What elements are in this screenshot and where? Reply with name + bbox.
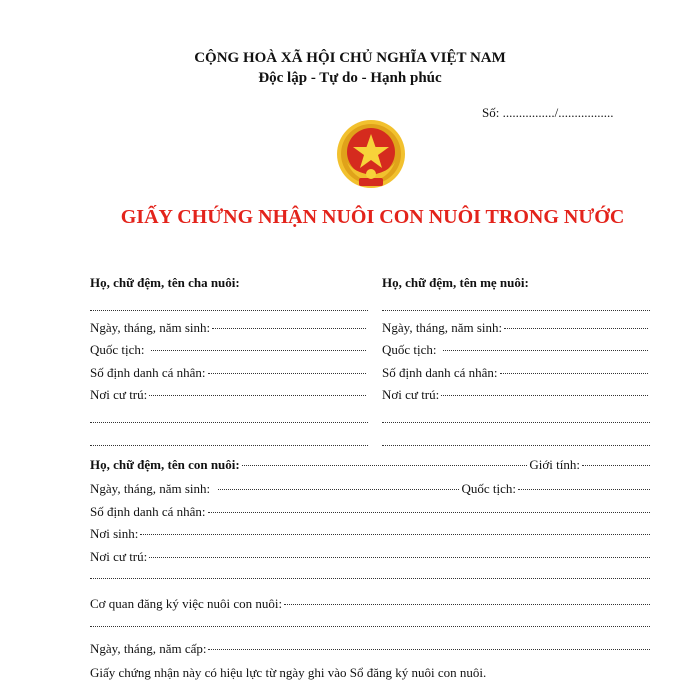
father-dob-field[interactable] xyxy=(212,328,366,329)
father-residence-field[interactable] xyxy=(149,395,366,396)
agency-field[interactable] xyxy=(284,604,650,605)
child-id-row xyxy=(90,504,652,522)
child-birthplace-field[interactable] xyxy=(140,534,650,535)
agency-label: Cơ quan đăng ký việc nuôi con nuôi: xyxy=(90,596,283,611)
mother-dob-label: Ngày, tháng, năm sinh: xyxy=(382,320,503,335)
mother-name-row xyxy=(382,275,652,293)
mother-id-field[interactable] xyxy=(500,373,648,374)
father-id-row xyxy=(90,365,368,383)
mother-residence-row xyxy=(382,387,650,405)
child-nationality-field[interactable] xyxy=(518,489,650,490)
mother-residence-label: Nơi cư trú: xyxy=(382,387,440,402)
child-id-field[interactable] xyxy=(208,512,650,513)
father-residence-row xyxy=(90,387,368,405)
mother-nationality-row xyxy=(382,342,650,360)
mother-residence-field[interactable] xyxy=(441,395,648,396)
mother-id-label: Số định danh cá nhân: xyxy=(382,365,498,380)
father-id-label: Số định danh cá nhân: xyxy=(90,365,206,380)
child-residence-field-2[interactable] xyxy=(90,578,650,579)
child-gender-field[interactable] xyxy=(582,465,650,466)
child-residence-label: Nơi cư trú: xyxy=(90,549,148,564)
issue-date-field[interactable] xyxy=(208,649,650,650)
mother-name-label: Họ, chữ đệm, tên mẹ nuôi: xyxy=(382,275,529,290)
agency-field-2[interactable] xyxy=(90,626,650,627)
document-title: GIẤY CHỨNG NHẬN NUÔI CON NUÔI TRONG NƯỚC xyxy=(120,206,625,228)
father-residence-label: Nơi cư trú: xyxy=(90,387,148,402)
national-emblem-icon xyxy=(333,118,409,192)
mother-residence-field-3[interactable] xyxy=(382,445,650,446)
child-name-row xyxy=(90,457,652,475)
father-name-label: Họ, chữ đệm, tên cha nuôi: xyxy=(90,275,240,290)
child-name-field[interactable] xyxy=(242,465,528,466)
mother-residence-field-2[interactable] xyxy=(382,422,650,423)
issue-date-row xyxy=(90,641,652,659)
child-birthplace-row xyxy=(90,526,652,544)
mother-nationality-label: Quốc tịch: xyxy=(382,342,437,357)
mother-dob-row xyxy=(382,320,650,338)
father-residence-field-2[interactable] xyxy=(90,422,368,423)
mother-name-field[interactable] xyxy=(382,310,650,311)
child-gender-label: Giới tính: xyxy=(529,457,580,472)
mother-id-row xyxy=(382,365,650,383)
father-name-row xyxy=(90,275,370,293)
national-title: CỘNG HOÀ XÃ HỘI CHỦ NGHĨA VIỆT NAM xyxy=(194,50,506,66)
validity-note: Giấy chứng nhận này có hiệu lực từ ngày ghi vào Sổ đăng ký nuôi con nuôi. xyxy=(90,665,487,680)
child-birthplace-label: Nơi sinh: xyxy=(90,526,139,541)
child-residence-field[interactable] xyxy=(149,557,650,558)
child-dob-field[interactable] xyxy=(218,489,459,490)
child-residence-row xyxy=(90,549,652,567)
father-nationality-label: Quốc tịch: xyxy=(90,342,145,357)
child-id-label: Số định danh cá nhân: xyxy=(90,504,206,519)
issue-date-label: Ngày, tháng, năm cấp: xyxy=(90,641,207,656)
child-dob-label: Ngày, tháng, năm sinh: xyxy=(90,481,211,496)
father-nationality-field[interactable] xyxy=(151,350,366,351)
child-dob-row xyxy=(90,481,652,499)
document-number-field: Số: ................/................. xyxy=(482,105,614,120)
father-id-field[interactable] xyxy=(208,373,366,374)
father-dob-row xyxy=(90,320,368,338)
father-nationality-row xyxy=(90,342,368,360)
child-name-label: Họ, chữ đệm, tên con nuôi: xyxy=(90,457,240,472)
father-name-field[interactable] xyxy=(90,310,368,311)
father-dob-label: Ngày, tháng, năm sinh: xyxy=(90,320,211,335)
national-motto: Độc lập - Tự do - Hạnh phúc xyxy=(258,70,442,86)
mother-nationality-field[interactable] xyxy=(443,350,648,351)
father-residence-field-3[interactable] xyxy=(90,445,368,446)
mother-dob-field[interactable] xyxy=(504,328,648,329)
agency-row xyxy=(90,596,652,614)
child-nationality-label: Quốc tịch: xyxy=(461,481,516,496)
